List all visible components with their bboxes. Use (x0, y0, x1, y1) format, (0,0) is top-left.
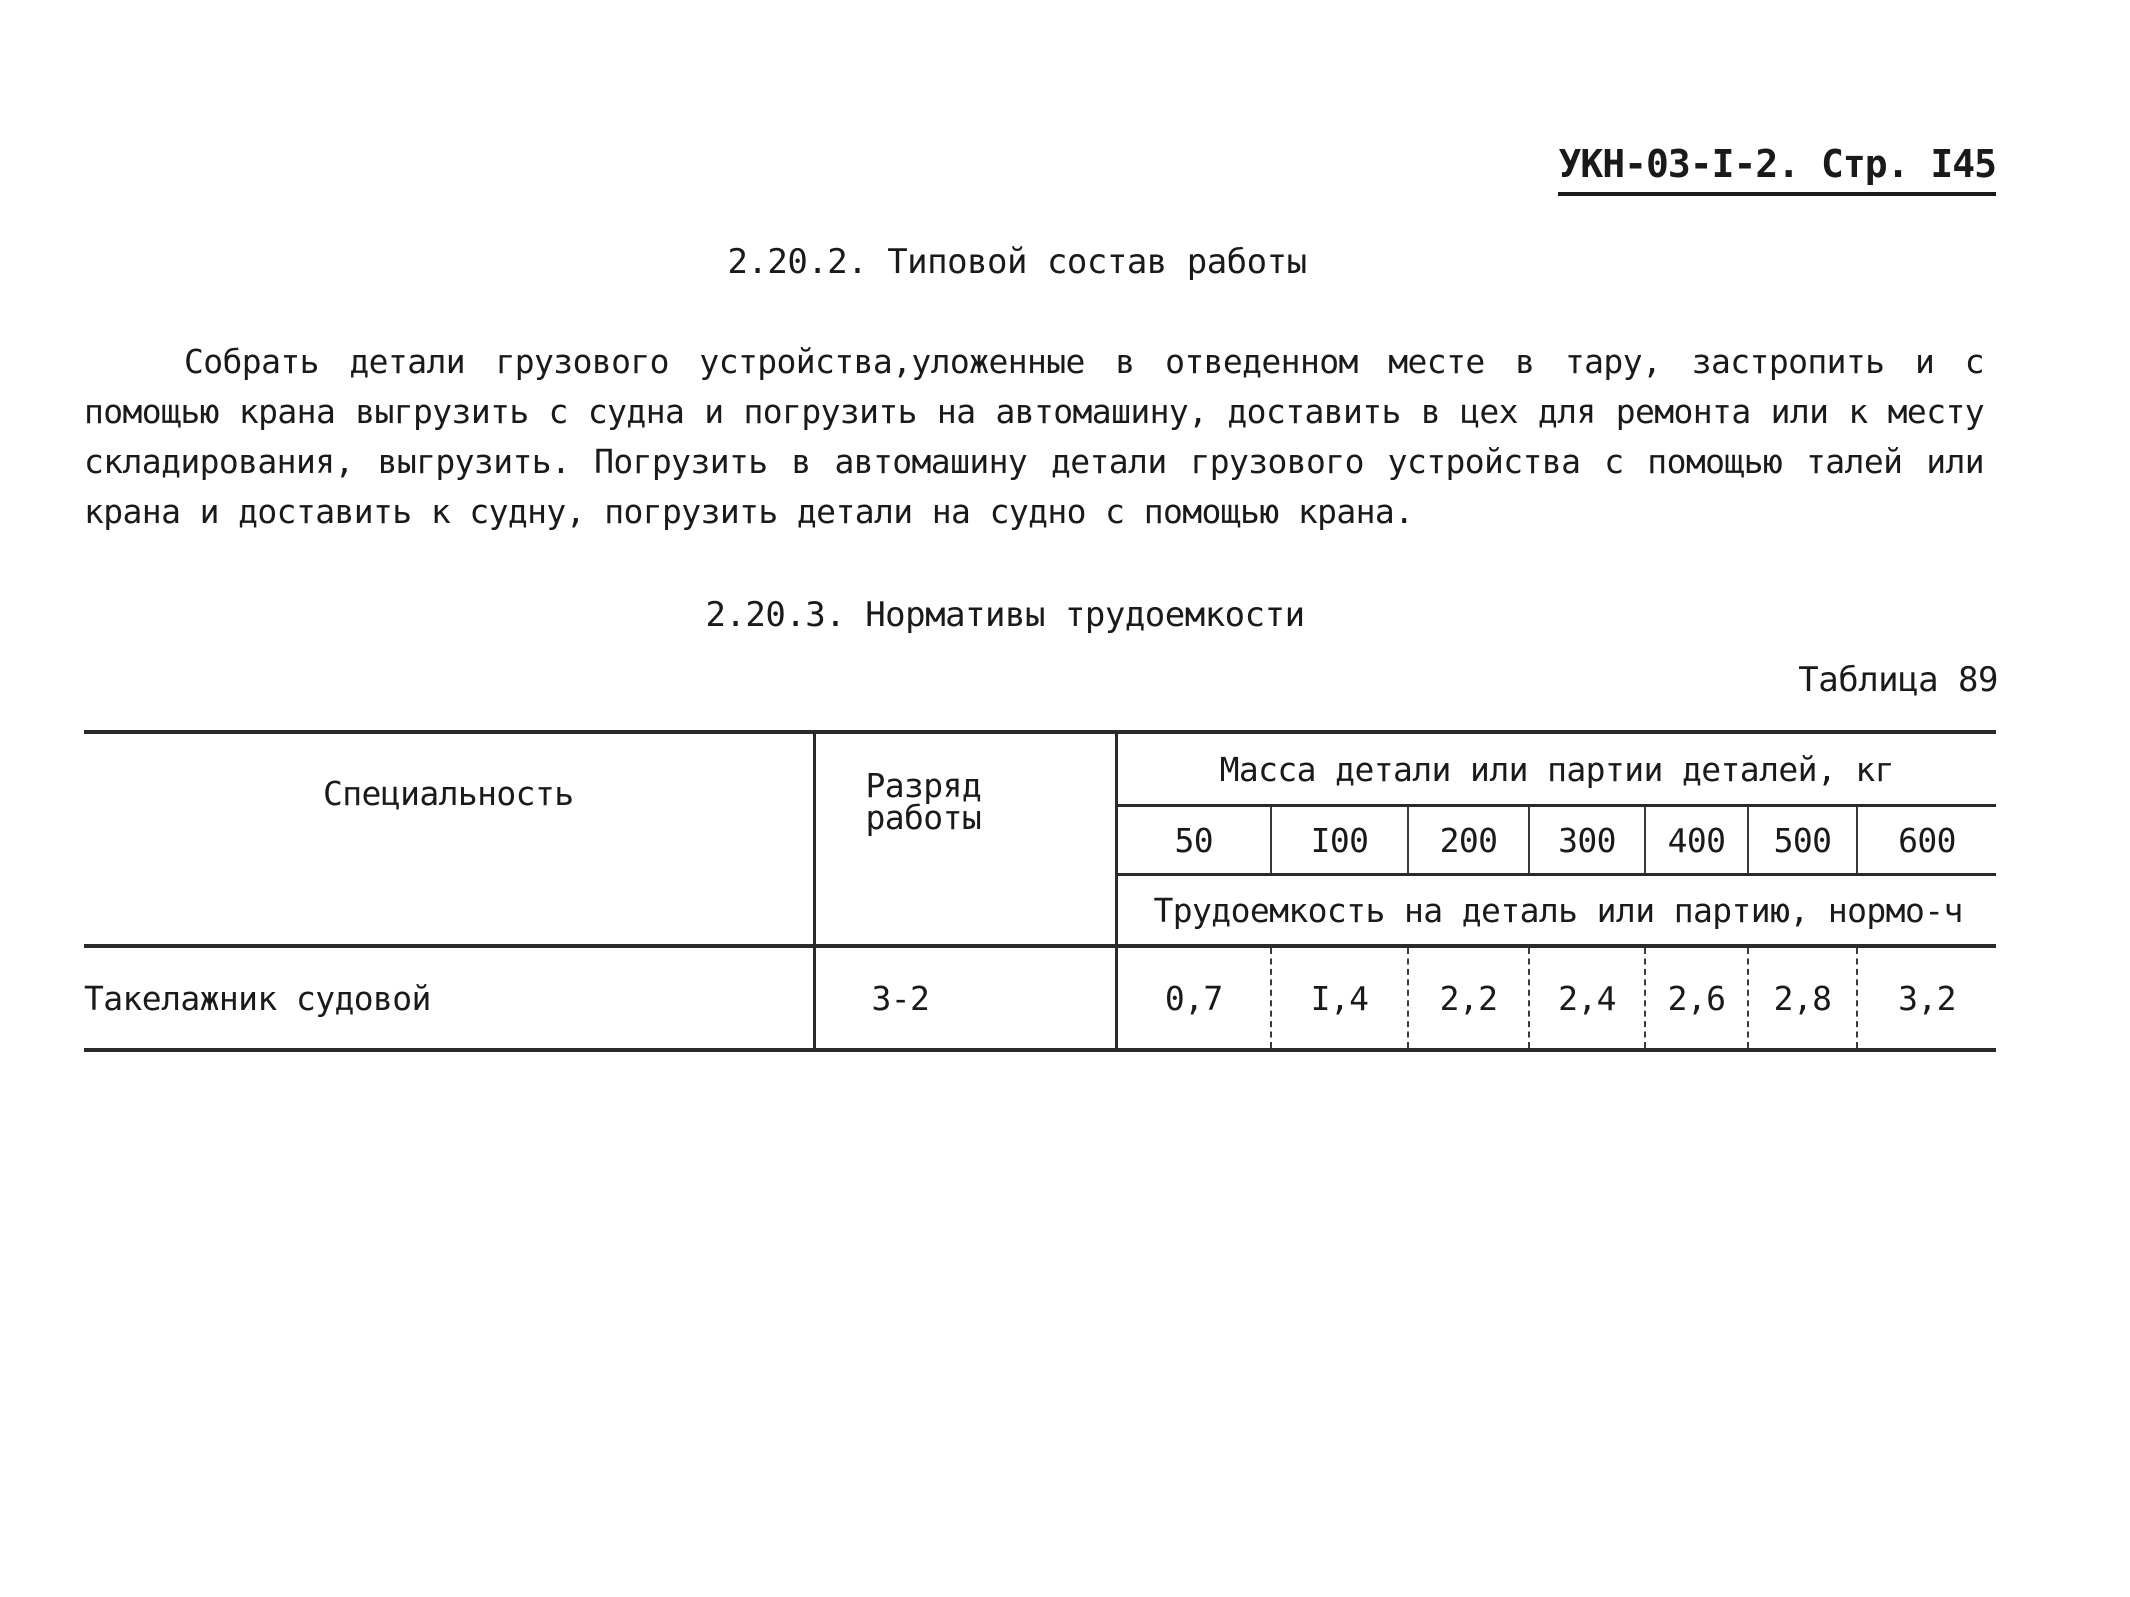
mass-value: 200 (1408, 806, 1529, 875)
table-header-row (84, 732, 1996, 806)
work-description-paragraph: Собрать детали грузового устройства,уложенные в отведенном месте в тару, застропить и с помощью крана выгрузить с судна и погрузить на автомашину, доставить в цех для ремонта или к месту складирования, выгрузить. Погрузить в автомашину детали грузового устройства с помощью талей или крана и доставить к судну, погрузить детали на судно с помощью крана. (84, 342, 1984, 531)
header-mass: Масса детали или партии деталей, кг (1116, 732, 1996, 806)
labor-value: I,4 (1271, 946, 1408, 1050)
section-title-labor-norms: 2.20.3. Нормативы трудоемкости (705, 595, 1305, 635)
mass-value: 600 (1857, 806, 1996, 875)
section-title-work-composition: 2.20.2. Типовой состав работы (727, 242, 1307, 282)
table-caption: Таблица 89 (1798, 660, 1998, 700)
mass-value: 500 (1748, 806, 1857, 875)
mass-value: 400 (1645, 806, 1748, 875)
labor-value: 2,4 (1529, 946, 1645, 1050)
labor-value: 3,2 (1857, 946, 1996, 1050)
header-specialty: Специальность (84, 732, 814, 946)
document-code: УКН-03-I-2. Стр. I45 (1558, 142, 1996, 196)
labor-value: 0,7 (1116, 946, 1271, 1050)
labor-value: 2,8 (1748, 946, 1857, 1050)
row-specialty: Такелажник судовой (84, 946, 814, 1050)
labor-value: 2,2 (1408, 946, 1529, 1050)
table-row (84, 946, 1996, 1050)
labor-value: 2,6 (1645, 946, 1748, 1050)
mass-value: I00 (1271, 806, 1408, 875)
header-grade: Разряд работы (814, 732, 1116, 946)
mass-value: 50 (1116, 806, 1271, 875)
labor-norms-table (84, 730, 1996, 1052)
mass-value: 300 (1529, 806, 1645, 875)
row-grade: 3-2 (814, 946, 1116, 1050)
header-labor: Трудоемкость на деталь или партию, нормо-ч (1116, 875, 1996, 947)
